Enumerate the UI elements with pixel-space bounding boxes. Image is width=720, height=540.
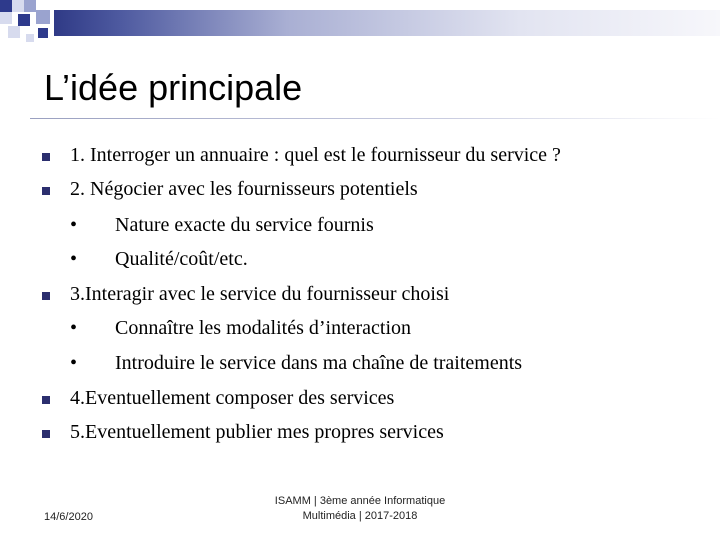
footer-date: 14/6/2020	[44, 511, 93, 523]
square-bullet-icon	[42, 292, 50, 300]
sub-list-item-text: Nature exacte du service fournis	[115, 214, 374, 236]
footer-course-info	[240, 494, 480, 524]
square-bullet-icon	[42, 396, 50, 404]
square-bullet-icon	[42, 153, 50, 161]
footer-line-2: Multimédia | 2017-2018	[302, 510, 418, 522]
sub-list-item-text: Qualité/coût/etc.	[115, 248, 248, 270]
sub-bullet-marker: •	[70, 352, 78, 374]
square-bullet-icon	[42, 187, 50, 195]
header-gradient-bar	[54, 10, 720, 36]
title-divider	[30, 118, 720, 119]
list-item-text: 4.Eventuellement composer des services	[70, 387, 395, 409]
sub-list-item-text: Introduire le service dans ma chaîne de traitements	[115, 352, 523, 374]
footer-line-1: ISAMM | 3ème année Informatique	[274, 495, 446, 507]
sub-list-item-text: Connaître les modalités d’interaction	[115, 317, 412, 339]
slide-title: L’idée principale	[44, 67, 303, 108]
list-item-text: 1. Interroger un annuaire : quel est le fournisseur du service ?	[70, 144, 561, 166]
sub-bullet-marker: •	[70, 317, 78, 339]
sub-bullet-marker: •	[70, 248, 78, 270]
sub-bullet-marker: •	[70, 214, 78, 236]
list-item-text: 5.Eventuellement publier mes propres services	[70, 421, 444, 443]
list-item-text: 3.Interagir avec le service du fournisseur choisi	[70, 283, 450, 305]
square-bullet-icon	[42, 430, 50, 438]
list-item-text: 2. Négocier avec les fournisseurs potentiels	[70, 178, 418, 200]
